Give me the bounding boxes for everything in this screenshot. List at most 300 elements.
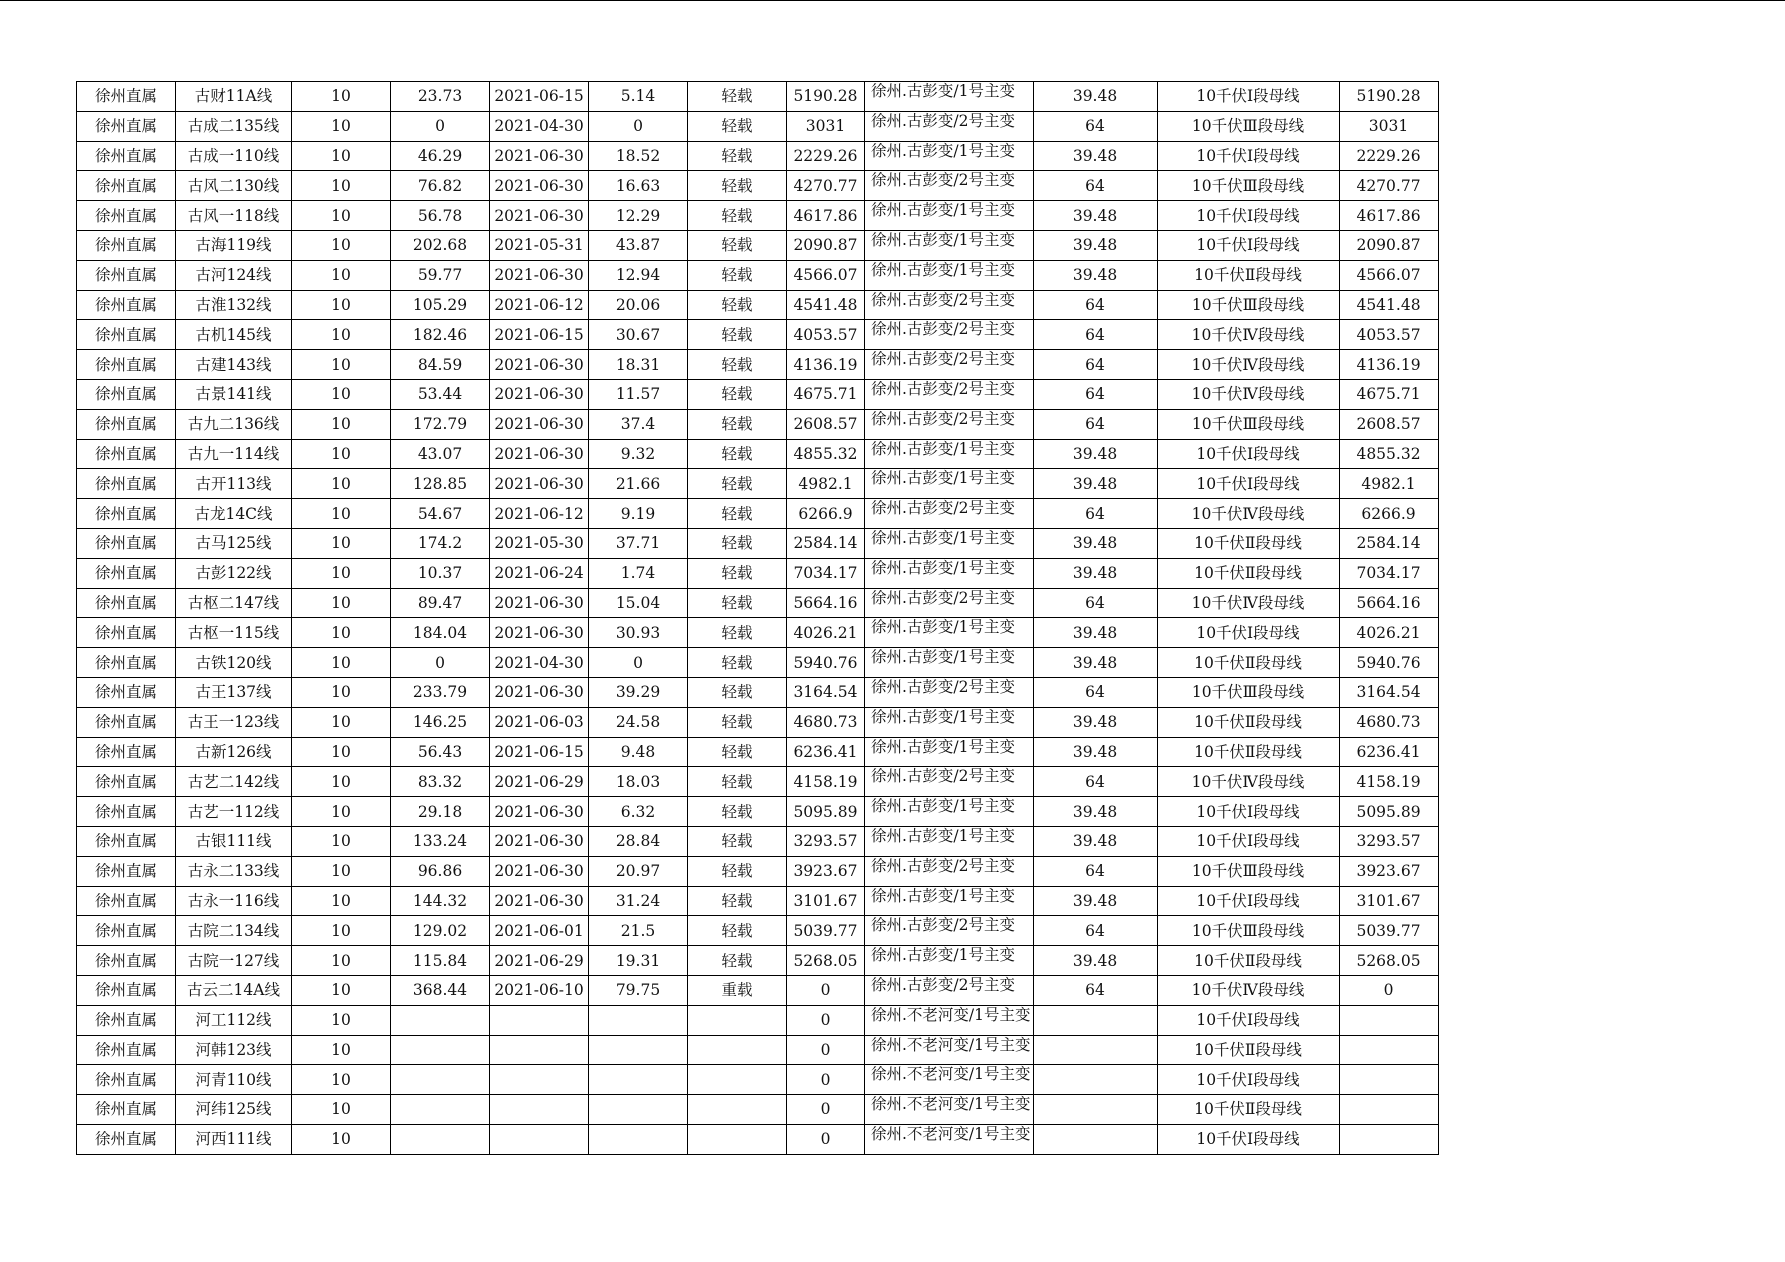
date-cell: 2021-06-30 <box>490 141 589 171</box>
load-rate-cell: 18.03 <box>589 767 688 797</box>
table-row <box>77 528 1439 558</box>
date-cell: 2021-04-30 <box>490 648 589 678</box>
load-rate-cell: 37.71 <box>589 528 688 558</box>
unit-cell: 徐州直属 <box>77 1065 176 1095</box>
transformer-rate-cell: 39.48 <box>1033 946 1157 976</box>
unit-cell: 徐州直属 <box>77 350 176 380</box>
table-row <box>77 469 1439 499</box>
transformer-cell: 徐州.古彭变/2号主变 <box>865 916 1034 946</box>
busbar-cell: 10千伏Ⅰ段母线 <box>1157 1065 1339 1095</box>
available-capacity-cell: 6266.9 <box>1339 499 1438 529</box>
current-cell: 0 <box>391 648 490 678</box>
line-name-cell: 古海119线 <box>176 230 292 260</box>
available-capacity-cell: 4982.1 <box>1339 469 1438 499</box>
available-capacity-cell: 3923.67 <box>1339 856 1438 886</box>
transformer-rate-cell: 64 <box>1033 350 1157 380</box>
capacity-cell: 4680.73 <box>787 707 865 737</box>
unit-cell: 徐州直属 <box>77 201 176 231</box>
line-name-cell: 古彭122线 <box>176 558 292 588</box>
line-name-cell: 古艺二142线 <box>176 767 292 797</box>
line-name-cell: 古景141线 <box>176 379 292 409</box>
date-cell: 2021-06-10 <box>490 975 589 1005</box>
table-row <box>77 648 1439 678</box>
busbar-cell: 10千伏Ⅰ段母线 <box>1157 230 1339 260</box>
load-status-cell <box>688 1035 787 1065</box>
voltage-cell: 10 <box>292 826 391 856</box>
current-cell <box>391 1095 490 1125</box>
unit-cell: 徐州直属 <box>77 677 176 707</box>
line-name-cell: 古河124线 <box>176 260 292 290</box>
available-capacity-cell: 4680.73 <box>1339 707 1438 737</box>
line-name-cell: 古开113线 <box>176 469 292 499</box>
unit-cell: 徐州直属 <box>77 1124 176 1154</box>
table-row <box>77 826 1439 856</box>
load-rate-cell: 16.63 <box>589 171 688 201</box>
busbar-cell: 10千伏Ⅳ段母线 <box>1157 320 1339 350</box>
date-cell: 2021-06-30 <box>490 588 589 618</box>
load-status-cell: 轻载 <box>688 648 787 678</box>
date-cell: 2021-06-30 <box>490 379 589 409</box>
transformer-cell: 徐州.古彭变/1号主变 <box>865 707 1034 737</box>
voltage-cell: 10 <box>292 916 391 946</box>
date-cell: 2021-06-12 <box>490 290 589 320</box>
busbar-cell: 10千伏Ⅰ段母线 <box>1157 469 1339 499</box>
unit-cell: 徐州直属 <box>77 260 176 290</box>
unit-cell: 徐州直属 <box>77 290 176 320</box>
capacity-cell: 4541.48 <box>787 290 865 320</box>
transformer-cell: 徐州.不老河变/1号主变 <box>865 1035 1034 1065</box>
transformer-rate-cell: 64 <box>1033 290 1157 320</box>
table-row <box>77 350 1439 380</box>
transformer-rate-cell: 39.48 <box>1033 797 1157 827</box>
transformer-rate-cell: 64 <box>1033 856 1157 886</box>
load-status-cell: 轻载 <box>688 171 787 201</box>
line-name-cell: 古机145线 <box>176 320 292 350</box>
load-rate-cell: 1.74 <box>589 558 688 588</box>
load-rate-cell: 15.04 <box>589 588 688 618</box>
date-cell: 2021-06-30 <box>490 856 589 886</box>
transformer-cell: 徐州.古彭变/1号主变 <box>865 439 1034 469</box>
available-capacity-cell: 7034.17 <box>1339 558 1438 588</box>
current-cell: 10.37 <box>391 558 490 588</box>
busbar-cell: 10千伏Ⅲ段母线 <box>1157 290 1339 320</box>
date-cell: 2021-06-01 <box>490 916 589 946</box>
date-cell: 2021-06-30 <box>490 469 589 499</box>
capacity-cell: 4136.19 <box>787 350 865 380</box>
voltage-cell: 10 <box>292 230 391 260</box>
current-cell: 129.02 <box>391 916 490 946</box>
transformer-cell: 徐州.古彭变/1号主变 <box>865 648 1034 678</box>
unit-cell: 徐州直属 <box>77 558 176 588</box>
load-status-cell: 轻载 <box>688 886 787 916</box>
busbar-cell: 10千伏Ⅱ段母线 <box>1157 1095 1339 1125</box>
voltage-cell: 10 <box>292 528 391 558</box>
transformer-cell: 徐州.古彭变/2号主变 <box>865 767 1034 797</box>
transformer-cell: 徐州.古彭变/1号主变 <box>865 797 1034 827</box>
voltage-cell: 10 <box>292 469 391 499</box>
current-cell <box>391 1005 490 1035</box>
table-row <box>77 499 1439 529</box>
transformer-rate-cell: 64 <box>1033 916 1157 946</box>
table-row <box>77 737 1439 767</box>
table-row <box>77 886 1439 916</box>
load-status-cell: 轻载 <box>688 826 787 856</box>
load-status-cell: 轻载 <box>688 499 787 529</box>
available-capacity-cell: 5940.76 <box>1339 648 1438 678</box>
busbar-cell: 10千伏Ⅱ段母线 <box>1157 707 1339 737</box>
capacity-cell: 5095.89 <box>787 797 865 827</box>
capacity-cell: 3031 <box>787 111 865 141</box>
unit-cell: 徐州直属 <box>77 320 176 350</box>
available-capacity-cell <box>1339 1124 1438 1154</box>
transformer-rate-cell <box>1033 1065 1157 1095</box>
voltage-cell: 10 <box>292 82 391 112</box>
transformer-rate-cell: 39.48 <box>1033 201 1157 231</box>
table-row <box>77 946 1439 976</box>
line-name-cell: 古龙14C线 <box>176 499 292 529</box>
capacity-cell: 4270.77 <box>787 171 865 201</box>
date-cell: 2021-06-30 <box>490 409 589 439</box>
line-name-cell: 古建143线 <box>176 350 292 380</box>
transformer-rate-cell: 64 <box>1033 767 1157 797</box>
unit-cell: 徐州直属 <box>77 826 176 856</box>
line-name-cell: 古财11A线 <box>176 82 292 112</box>
load-status-cell: 轻载 <box>688 558 787 588</box>
current-cell: 89.47 <box>391 588 490 618</box>
line-name-cell: 古王137线 <box>176 677 292 707</box>
transformer-cell: 徐州.古彭变/1号主变 <box>865 469 1034 499</box>
unit-cell: 徐州直属 <box>77 111 176 141</box>
table-row <box>77 320 1439 350</box>
transformer-cell: 徐州.古彭变/2号主变 <box>865 290 1034 320</box>
unit-cell: 徐州直属 <box>77 618 176 648</box>
current-cell: 368.44 <box>391 975 490 1005</box>
load-rate-cell: 79.75 <box>589 975 688 1005</box>
line-name-cell: 古成一110线 <box>176 141 292 171</box>
load-rate-cell: 21.5 <box>589 916 688 946</box>
load-status-cell: 轻载 <box>688 767 787 797</box>
unit-cell: 徐州直属 <box>77 1095 176 1125</box>
busbar-cell: 10千伏Ⅳ段母线 <box>1157 588 1339 618</box>
date-cell: 2021-05-31 <box>490 230 589 260</box>
available-capacity-cell <box>1339 1005 1438 1035</box>
available-capacity-cell: 3164.54 <box>1339 677 1438 707</box>
unit-cell: 徐州直属 <box>77 588 176 618</box>
capacity-cell: 0 <box>787 975 865 1005</box>
transformer-cell: 徐州.古彭变/2号主变 <box>865 588 1034 618</box>
capacity-cell: 3923.67 <box>787 856 865 886</box>
busbar-cell: 10千伏Ⅰ段母线 <box>1157 1005 1339 1035</box>
transformer-rate-cell: 64 <box>1033 499 1157 529</box>
available-capacity-cell: 4566.07 <box>1339 260 1438 290</box>
busbar-cell: 10千伏Ⅳ段母线 <box>1157 499 1339 529</box>
load-status-cell: 轻载 <box>688 469 787 499</box>
table-row <box>77 82 1439 112</box>
load-status-cell: 轻载 <box>688 737 787 767</box>
capacity-cell: 3101.67 <box>787 886 865 916</box>
busbar-cell: 10千伏Ⅰ段母线 <box>1157 141 1339 171</box>
current-cell: 46.29 <box>391 141 490 171</box>
line-name-cell: 河西111线 <box>176 1124 292 1154</box>
voltage-cell: 10 <box>292 946 391 976</box>
voltage-cell: 10 <box>292 499 391 529</box>
busbar-cell: 10千伏Ⅱ段母线 <box>1157 558 1339 588</box>
busbar-cell: 10千伏Ⅲ段母线 <box>1157 677 1339 707</box>
unit-cell: 徐州直属 <box>77 141 176 171</box>
transformer-cell: 徐州.古彭变/1号主变 <box>865 82 1034 112</box>
busbar-cell: 10千伏Ⅰ段母线 <box>1157 886 1339 916</box>
table-row <box>77 230 1439 260</box>
load-rate-cell: 30.67 <box>589 320 688 350</box>
transformer-rate-cell: 39.48 <box>1033 826 1157 856</box>
load-status-cell: 轻载 <box>688 528 787 558</box>
load-status-cell: 轻载 <box>688 350 787 380</box>
voltage-cell: 10 <box>292 320 391 350</box>
date-cell: 2021-06-30 <box>490 886 589 916</box>
busbar-cell: 10千伏Ⅰ段母线 <box>1157 826 1339 856</box>
busbar-cell: 10千伏Ⅱ段母线 <box>1157 528 1339 558</box>
available-capacity-cell: 5039.77 <box>1339 916 1438 946</box>
table-row <box>77 1124 1439 1154</box>
available-capacity-cell: 3293.57 <box>1339 826 1438 856</box>
load-status-cell: 轻载 <box>688 230 787 260</box>
transformer-cell: 徐州.不老河变/1号主变 <box>865 1065 1034 1095</box>
table-row <box>77 707 1439 737</box>
date-cell: 2021-06-15 <box>490 320 589 350</box>
current-cell: 128.85 <box>391 469 490 499</box>
transformer-cell: 徐州.古彭变/1号主变 <box>865 886 1034 916</box>
transformer-rate-cell: 64 <box>1033 379 1157 409</box>
transformer-cell: 徐州.古彭变/2号主变 <box>865 379 1034 409</box>
available-capacity-cell: 4026.21 <box>1339 618 1438 648</box>
unit-cell: 徐州直属 <box>77 528 176 558</box>
transformer-cell: 徐州.古彭变/1号主变 <box>865 201 1034 231</box>
transformer-rate-cell: 39.48 <box>1033 737 1157 767</box>
load-rate-cell: 43.87 <box>589 230 688 260</box>
load-rate-cell: 28.84 <box>589 826 688 856</box>
table-row <box>77 171 1439 201</box>
available-capacity-cell: 3101.67 <box>1339 886 1438 916</box>
available-capacity-cell: 2584.14 <box>1339 528 1438 558</box>
busbar-cell: 10千伏Ⅲ段母线 <box>1157 171 1339 201</box>
load-status-cell: 轻载 <box>688 260 787 290</box>
table-row <box>77 141 1439 171</box>
transformer-rate-cell: 64 <box>1033 677 1157 707</box>
capacity-cell: 4617.86 <box>787 201 865 231</box>
load-rate-cell <box>589 1035 688 1065</box>
line-name-cell: 河青110线 <box>176 1065 292 1095</box>
transformer-rate-cell: 39.48 <box>1033 141 1157 171</box>
voltage-cell: 10 <box>292 290 391 320</box>
load-rate-cell: 12.29 <box>589 201 688 231</box>
transformer-cell: 徐州.古彭变/1号主变 <box>865 260 1034 290</box>
voltage-cell: 10 <box>292 677 391 707</box>
load-rate-cell: 9.48 <box>589 737 688 767</box>
load-status-cell: 轻载 <box>688 82 787 112</box>
capacity-cell: 7034.17 <box>787 558 865 588</box>
date-cell: 2021-06-30 <box>490 826 589 856</box>
available-capacity-cell <box>1339 1065 1438 1095</box>
load-rate-cell: 24.58 <box>589 707 688 737</box>
busbar-cell: 10千伏Ⅰ段母线 <box>1157 1124 1339 1154</box>
date-cell: 2021-06-03 <box>490 707 589 737</box>
voltage-cell: 10 <box>292 409 391 439</box>
capacity-cell: 0 <box>787 1065 865 1095</box>
transformer-cell: 徐州.古彭变/1号主变 <box>865 558 1034 588</box>
capacity-cell: 4855.32 <box>787 439 865 469</box>
transformer-rate-cell: 64 <box>1033 320 1157 350</box>
current-cell: 233.79 <box>391 677 490 707</box>
voltage-cell: 10 <box>292 379 391 409</box>
current-cell: 56.43 <box>391 737 490 767</box>
load-status-cell <box>688 1065 787 1095</box>
date-cell: 2021-06-30 <box>490 677 589 707</box>
transformer-rate-cell: 39.48 <box>1033 82 1157 112</box>
available-capacity-cell: 4270.77 <box>1339 171 1438 201</box>
transformer-rate-cell <box>1033 1095 1157 1125</box>
table-row <box>77 111 1439 141</box>
busbar-cell: 10千伏Ⅰ段母线 <box>1157 82 1339 112</box>
transformer-rate-cell: 64 <box>1033 975 1157 1005</box>
available-capacity-cell: 0 <box>1339 975 1438 1005</box>
busbar-cell: 10千伏Ⅳ段母线 <box>1157 767 1339 797</box>
line-name-cell: 古淮132线 <box>176 290 292 320</box>
capacity-cell: 5268.05 <box>787 946 865 976</box>
load-status-cell: 轻载 <box>688 409 787 439</box>
available-capacity-cell: 4617.86 <box>1339 201 1438 231</box>
unit-cell: 徐州直属 <box>77 439 176 469</box>
load-rate-cell: 18.52 <box>589 141 688 171</box>
capacity-cell: 6266.9 <box>787 499 865 529</box>
transformer-cell: 徐州.古彭变/2号主变 <box>865 350 1034 380</box>
unit-cell: 徐州直属 <box>77 379 176 409</box>
available-capacity-cell: 2229.26 <box>1339 141 1438 171</box>
line-name-cell: 古风一118线 <box>176 201 292 231</box>
table-row <box>77 618 1439 648</box>
transformer-cell: 徐州.古彭变/2号主变 <box>865 856 1034 886</box>
transformer-cell: 徐州.古彭变/2号主变 <box>865 677 1034 707</box>
unit-cell: 徐州直属 <box>77 648 176 678</box>
line-name-cell: 古铁120线 <box>176 648 292 678</box>
voltage-cell: 10 <box>292 1005 391 1035</box>
load-rate-cell <box>589 1095 688 1125</box>
voltage-cell: 10 <box>292 1124 391 1154</box>
capacity-cell: 2090.87 <box>787 230 865 260</box>
table-row <box>77 916 1439 946</box>
current-cell: 43.07 <box>391 439 490 469</box>
table-row <box>77 975 1439 1005</box>
load-rate-cell <box>589 1005 688 1035</box>
current-cell: 174.2 <box>391 528 490 558</box>
busbar-cell: 10千伏Ⅱ段母线 <box>1157 260 1339 290</box>
current-cell: 76.82 <box>391 171 490 201</box>
current-cell: 144.32 <box>391 886 490 916</box>
load-rate-cell: 0 <box>589 111 688 141</box>
load-status-cell: 轻载 <box>688 856 787 886</box>
transformer-rate-cell <box>1033 1035 1157 1065</box>
current-cell: 96.86 <box>391 856 490 886</box>
load-status-cell: 重载 <box>688 975 787 1005</box>
capacity-cell: 4158.19 <box>787 767 865 797</box>
voltage-cell: 10 <box>292 558 391 588</box>
current-cell: 84.59 <box>391 350 490 380</box>
current-cell: 83.32 <box>391 767 490 797</box>
transformer-cell: 徐州.古彭变/1号主变 <box>865 141 1034 171</box>
line-name-cell: 古九一114线 <box>176 439 292 469</box>
table-row <box>77 1035 1439 1065</box>
unit-cell: 徐州直属 <box>77 916 176 946</box>
line-name-cell: 古九二136线 <box>176 409 292 439</box>
capacity-cell: 5190.28 <box>787 82 865 112</box>
load-status-cell: 轻载 <box>688 707 787 737</box>
table-row <box>77 439 1439 469</box>
busbar-cell: 10千伏Ⅲ段母线 <box>1157 916 1339 946</box>
capacity-cell: 0 <box>787 1124 865 1154</box>
transformer-rate-cell: 64 <box>1033 171 1157 201</box>
current-cell: 105.29 <box>391 290 490 320</box>
load-status-cell <box>688 1005 787 1035</box>
current-cell: 54.67 <box>391 499 490 529</box>
unit-cell: 徐州直属 <box>77 797 176 827</box>
busbar-cell: 10千伏Ⅱ段母线 <box>1157 737 1339 767</box>
capacity-cell: 5940.76 <box>787 648 865 678</box>
available-capacity-cell: 6236.41 <box>1339 737 1438 767</box>
date-cell: 2021-06-30 <box>490 260 589 290</box>
transformer-rate-cell <box>1033 1005 1157 1035</box>
unit-cell: 徐州直属 <box>77 469 176 499</box>
voltage-cell: 10 <box>292 797 391 827</box>
table-row <box>77 1005 1439 1035</box>
line-name-cell: 古枢二147线 <box>176 588 292 618</box>
top-rule <box>0 0 1785 1</box>
line-name-cell: 古银111线 <box>176 826 292 856</box>
line-name-cell: 古永一116线 <box>176 886 292 916</box>
busbar-cell: 10千伏Ⅰ段母线 <box>1157 797 1339 827</box>
current-cell: 133.24 <box>391 826 490 856</box>
load-status-cell: 轻载 <box>688 797 787 827</box>
transformer-cell: 徐州.古彭变/2号主变 <box>865 975 1034 1005</box>
voltage-cell: 10 <box>292 201 391 231</box>
date-cell <box>490 1124 589 1154</box>
line-name-cell: 河纬125线 <box>176 1095 292 1125</box>
load-status-cell <box>688 1095 787 1125</box>
current-cell: 23.73 <box>391 82 490 112</box>
current-cell: 29.18 <box>391 797 490 827</box>
data-table <box>76 81 1439 1155</box>
transformer-rate-cell <box>1033 1124 1157 1154</box>
transformer-rate-cell: 39.48 <box>1033 558 1157 588</box>
load-rate-cell: 11.57 <box>589 379 688 409</box>
table-row <box>77 409 1439 439</box>
unit-cell: 徐州直属 <box>77 230 176 260</box>
line-name-cell: 古云二14A线 <box>176 975 292 1005</box>
table-row <box>77 797 1439 827</box>
load-rate-cell: 9.19 <box>589 499 688 529</box>
transformer-cell: 徐州.古彭变/2号主变 <box>865 409 1034 439</box>
date-cell: 2021-06-30 <box>490 350 589 380</box>
table-row <box>77 379 1439 409</box>
load-rate-cell: 21.66 <box>589 469 688 499</box>
busbar-cell: 10千伏Ⅰ段母线 <box>1157 201 1339 231</box>
load-status-cell <box>688 1124 787 1154</box>
capacity-cell: 0 <box>787 1005 865 1035</box>
unit-cell: 徐州直属 <box>77 737 176 767</box>
date-cell: 2021-06-30 <box>490 201 589 231</box>
date-cell <box>490 1005 589 1035</box>
available-capacity-cell: 4158.19 <box>1339 767 1438 797</box>
date-cell: 2021-06-12 <box>490 499 589 529</box>
date-cell <box>490 1065 589 1095</box>
